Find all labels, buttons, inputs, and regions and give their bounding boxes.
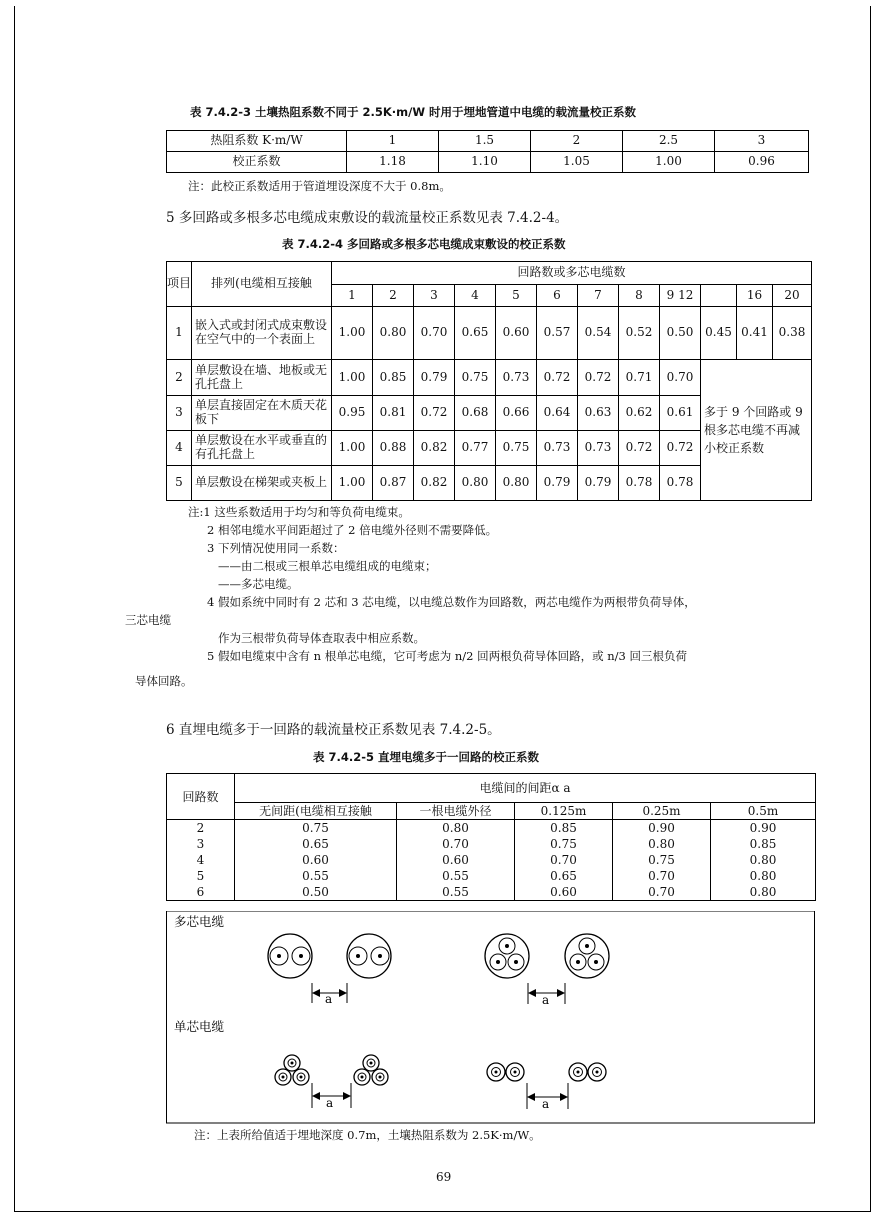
table2-count: 2	[373, 285, 414, 307]
table2-cell: 1.00	[332, 307, 373, 360]
table3-cell: 0.90	[711, 820, 816, 837]
table1-caption: 表 7.4.2-3 土壤热阻系数不同于 2.5K·m/W 时用于埋地管道中电缆的载流量校正系数	[190, 105, 637, 119]
cable-arrangement-diagram	[166, 911, 815, 1124]
table2-row-no: 5	[167, 466, 192, 501]
table1	[166, 130, 809, 173]
table2	[166, 261, 812, 501]
table3-spacing: 一根电缆外径	[397, 803, 515, 820]
table2-note: 三芯电缆	[125, 613, 171, 627]
table2-cell: 1.00	[332, 466, 373, 501]
table2-note: 3 下列情况使用同一系数：	[207, 541, 345, 555]
table1-cell: 1.18	[347, 152, 439, 173]
table3-row-n: 3	[167, 836, 235, 852]
table1-cell: 2	[531, 131, 623, 152]
table1-cell: 1.5	[439, 131, 531, 152]
spacing-a-label: a	[542, 993, 550, 1007]
flat-single-core-icon	[569, 1063, 606, 1081]
trefoil-single-core-icon	[275, 1055, 309, 1085]
table2-count: 1	[332, 285, 373, 307]
table3-cell: 0.70	[397, 836, 515, 852]
table2-count: 16	[737, 285, 773, 307]
table2-cell: 0.73	[578, 431, 619, 466]
table2-cell: 1.00	[332, 431, 373, 466]
table2-cell: 0.80	[373, 307, 414, 360]
table3-row-n: 2	[167, 820, 235, 837]
table2-header-count: 回路数或多芯电缆数	[332, 262, 812, 285]
table2-cell: 0.79	[578, 466, 619, 501]
table3-cell: 0.85	[515, 820, 613, 837]
table3-spacing: 0.5m	[711, 803, 816, 820]
table2-cell: 0.79	[414, 360, 455, 396]
table2-cell: 0.61	[660, 396, 701, 431]
table2-row-no: 2	[167, 360, 192, 396]
table2-cell: 0.75	[455, 360, 496, 396]
table2-cell: 0.68	[455, 396, 496, 431]
table3-cell: 0.55	[397, 884, 515, 901]
table2-note: 2 相邻电缆水平间距超过了 2 倍电缆外径则不需要降低。	[207, 523, 498, 537]
table3-cell: 0.75	[235, 820, 397, 837]
table2-note: 导体回路。	[135, 674, 193, 688]
table3-cell: 0.60	[397, 852, 515, 868]
table2-count: 9 12	[660, 285, 701, 307]
table2-row-desc: 单层直接固定在木质天花板下	[192, 396, 332, 431]
two-core-cable-icon	[347, 934, 391, 978]
table2-cell: 0.52	[619, 307, 660, 360]
table2-cell: 0.80	[496, 466, 537, 501]
table2-count: 5	[496, 285, 537, 307]
table2-cell: 0.79	[537, 466, 578, 501]
table2-note: ——由二根或三根单芯电缆组成的电缆束；	[218, 559, 437, 573]
table1-note: 注：此校正系数适用于管道埋设深度不大于 0.8m。	[188, 179, 451, 193]
table2-cell: 0.85	[373, 360, 414, 396]
table2-cell: 0.63	[578, 396, 619, 431]
table2-cell: 0.82	[414, 431, 455, 466]
table3-cell: 0.50	[235, 884, 397, 901]
table2-row-desc: 嵌入式或封闭式成束敷设在空气中的一个表面上	[192, 307, 332, 360]
table2-count: 4	[455, 285, 496, 307]
table2-cell: 0.80	[455, 466, 496, 501]
spacing-a-label: a	[542, 1097, 550, 1111]
table2-note: 5 假如电缆束中含有 n 根单芯电缆，它可考虑为 n/2 回两根负荷导体回路，或 n/3 回三根负荷	[207, 649, 688, 663]
table3-cell: 0.65	[515, 868, 613, 884]
table3-row-n: 6	[167, 884, 235, 901]
table2-cell: 0.54	[578, 307, 619, 360]
table3-cell: 0.75	[613, 852, 711, 868]
table2-count: 7	[578, 285, 619, 307]
table2-cell: 0.95	[332, 396, 373, 431]
flat-single-core-icon	[487, 1063, 524, 1081]
table2-row-no: 3	[167, 396, 192, 431]
table2-merged-note: 多于 9 个回路或 9 根多芯电缆不再减小校正系数	[701, 360, 812, 501]
table2-note: 注:1 这些系数适用于均匀和等负荷电缆束。	[188, 505, 410, 519]
table1-row-label: 校正系数	[167, 152, 347, 173]
multi-core-label: 多芯电缆	[174, 914, 225, 929]
table3-cell: 0.70	[613, 884, 711, 901]
table3-cell: 0.80	[397, 820, 515, 837]
table1-row-label: 热阻系数 K·m/W	[167, 131, 347, 152]
table2-cell: 0.87	[373, 466, 414, 501]
table2-cell: 0.75	[496, 431, 537, 466]
table2-cell: 0.72	[578, 360, 619, 396]
table2-count	[701, 285, 737, 307]
table2-cell: 0.70	[414, 307, 455, 360]
table2-cell: 0.70	[660, 360, 701, 396]
paragraph-5: 5 多回路或多根多芯电缆成束敷设的载流量校正系数见表 7.4.2-4。	[166, 210, 569, 226]
table1-cell: 3	[715, 131, 809, 152]
table2-cell: 0.71	[619, 360, 660, 396]
table2-count: 8	[619, 285, 660, 307]
table2-count: 6	[537, 285, 578, 307]
table2-cell: 0.62	[619, 396, 660, 431]
table3-cell: 0.70	[613, 868, 711, 884]
table1-cell: 0.96	[715, 152, 809, 173]
table2-cell: 0.50	[660, 307, 701, 360]
table2-caption: 表 7.4.2-4 多回路或多根多芯电缆成束敷设的校正系数	[282, 237, 566, 251]
spacing-dimension	[527, 1083, 568, 1111]
table2-row-desc: 单层敷设在墙、地板或无孔托盘上	[192, 360, 332, 396]
table2-cell: 0.64	[537, 396, 578, 431]
table2-count: 3	[414, 285, 455, 307]
table2-header-arrangement: 排列(电缆相互接触	[192, 262, 332, 307]
spacing-dimension	[312, 1083, 351, 1110]
table2-cell: 0.73	[496, 360, 537, 396]
table3-cell: 0.85	[711, 836, 816, 852]
table2-cell: 0.73	[537, 431, 578, 466]
table2-cell: 0.41	[737, 307, 773, 360]
table3-row-n: 5	[167, 868, 235, 884]
table3-cell: 0.80	[711, 868, 816, 884]
table2-row-desc: 单层敷设在梯架或夹板上	[192, 466, 332, 501]
spacing-a-label: a	[325, 992, 333, 1006]
table3-cell: 0.55	[397, 868, 515, 884]
table2-cell: 0.66	[496, 396, 537, 431]
table2-cell: 0.65	[455, 307, 496, 360]
three-core-cable-icon	[485, 934, 529, 978]
table2-cell: 0.81	[373, 396, 414, 431]
table3-cell: 0.70	[515, 852, 613, 868]
table3-cell: 0.60	[235, 852, 397, 868]
table3-row-n: 4	[167, 852, 235, 868]
table3-header-spacing: 电缆间的间距α a	[235, 774, 816, 803]
table2-header-item: 项目	[167, 262, 192, 307]
table2-cell: 0.72	[619, 431, 660, 466]
table2-cell: 1.00	[332, 360, 373, 396]
table2-cell: 0.88	[373, 431, 414, 466]
single-core-label: 单芯电缆	[174, 1019, 225, 1034]
table2-row-desc: 单层敷设在水平或垂直的有孔托盘上	[192, 431, 332, 466]
table2-count: 20	[773, 285, 812, 307]
table3-cell: 0.90	[613, 820, 711, 837]
table1-cell: 2.5	[623, 131, 715, 152]
table3-cell: 0.75	[515, 836, 613, 852]
paragraph-6: 6 直埋电缆多于一回路的载流量校正系数见表 7.4.2-5。	[166, 722, 501, 738]
table1-cell: 1.00	[623, 152, 715, 173]
table2-row-no: 4	[167, 431, 192, 466]
table2-cell: 0.57	[537, 307, 578, 360]
three-core-cable-icon	[565, 934, 609, 978]
table2-cell: 0.72	[660, 431, 701, 466]
table1-cell: 1.05	[531, 152, 623, 173]
table2-note: 作为三根带负荷导体查取表中相应系数。	[218, 631, 425, 645]
table3-cell: 0.80	[711, 884, 816, 901]
trefoil-single-core-icon	[354, 1055, 388, 1085]
spacing-dimension	[528, 983, 565, 1007]
spacing-dimension	[312, 983, 347, 1006]
table2-cell: 0.60	[496, 307, 537, 360]
diagram-border	[167, 911, 815, 1123]
table2-note: 4 假如系统中同时有 2 芯和 3 芯电缆，以电缆总数作为回路数，两芯电缆作为两根带负荷导体，	[207, 595, 696, 609]
two-core-cable-icon	[268, 934, 312, 978]
table3-note: 注：上表所给值适于埋地深度 0.7m，土壤热阻系数为 2.5K·m/W。	[194, 1128, 541, 1142]
table3-cell: 0.80	[711, 852, 816, 868]
table3-cell: 0.80	[613, 836, 711, 852]
table3	[166, 773, 816, 901]
table1-cell: 1	[347, 131, 439, 152]
table3-spacing: 0.125m	[515, 803, 613, 820]
table3-cell: 0.65	[235, 836, 397, 852]
table1-cell: 1.10	[439, 152, 531, 173]
table3-cell: 0.55	[235, 868, 397, 884]
table2-cell: 0.38	[773, 307, 812, 360]
table2-cell: 0.77	[455, 431, 496, 466]
page-number: 69	[436, 1170, 452, 1184]
table2-cell: 0.45	[701, 307, 737, 360]
table3-header-circuits: 回路数	[167, 774, 235, 820]
table2-cell: 0.78	[619, 466, 660, 501]
table3-spacing: 无间距(电缆相互接触	[235, 803, 397, 820]
table2-cell: 0.72	[414, 396, 455, 431]
table3-spacing: 0.25m	[613, 803, 711, 820]
table2-note: ——多芯电缆。	[218, 577, 299, 591]
table2-cell: 0.82	[414, 466, 455, 501]
table3-cell: 0.60	[515, 884, 613, 901]
spacing-a-label: a	[326, 1096, 334, 1110]
table2-cell: 0.72	[537, 360, 578, 396]
table2-row-no: 1	[167, 307, 192, 360]
table3-caption: 表 7.4.2-5 直埋电缆多于一回路的校正系数	[313, 750, 540, 764]
table2-cell: 0.78	[660, 466, 701, 501]
